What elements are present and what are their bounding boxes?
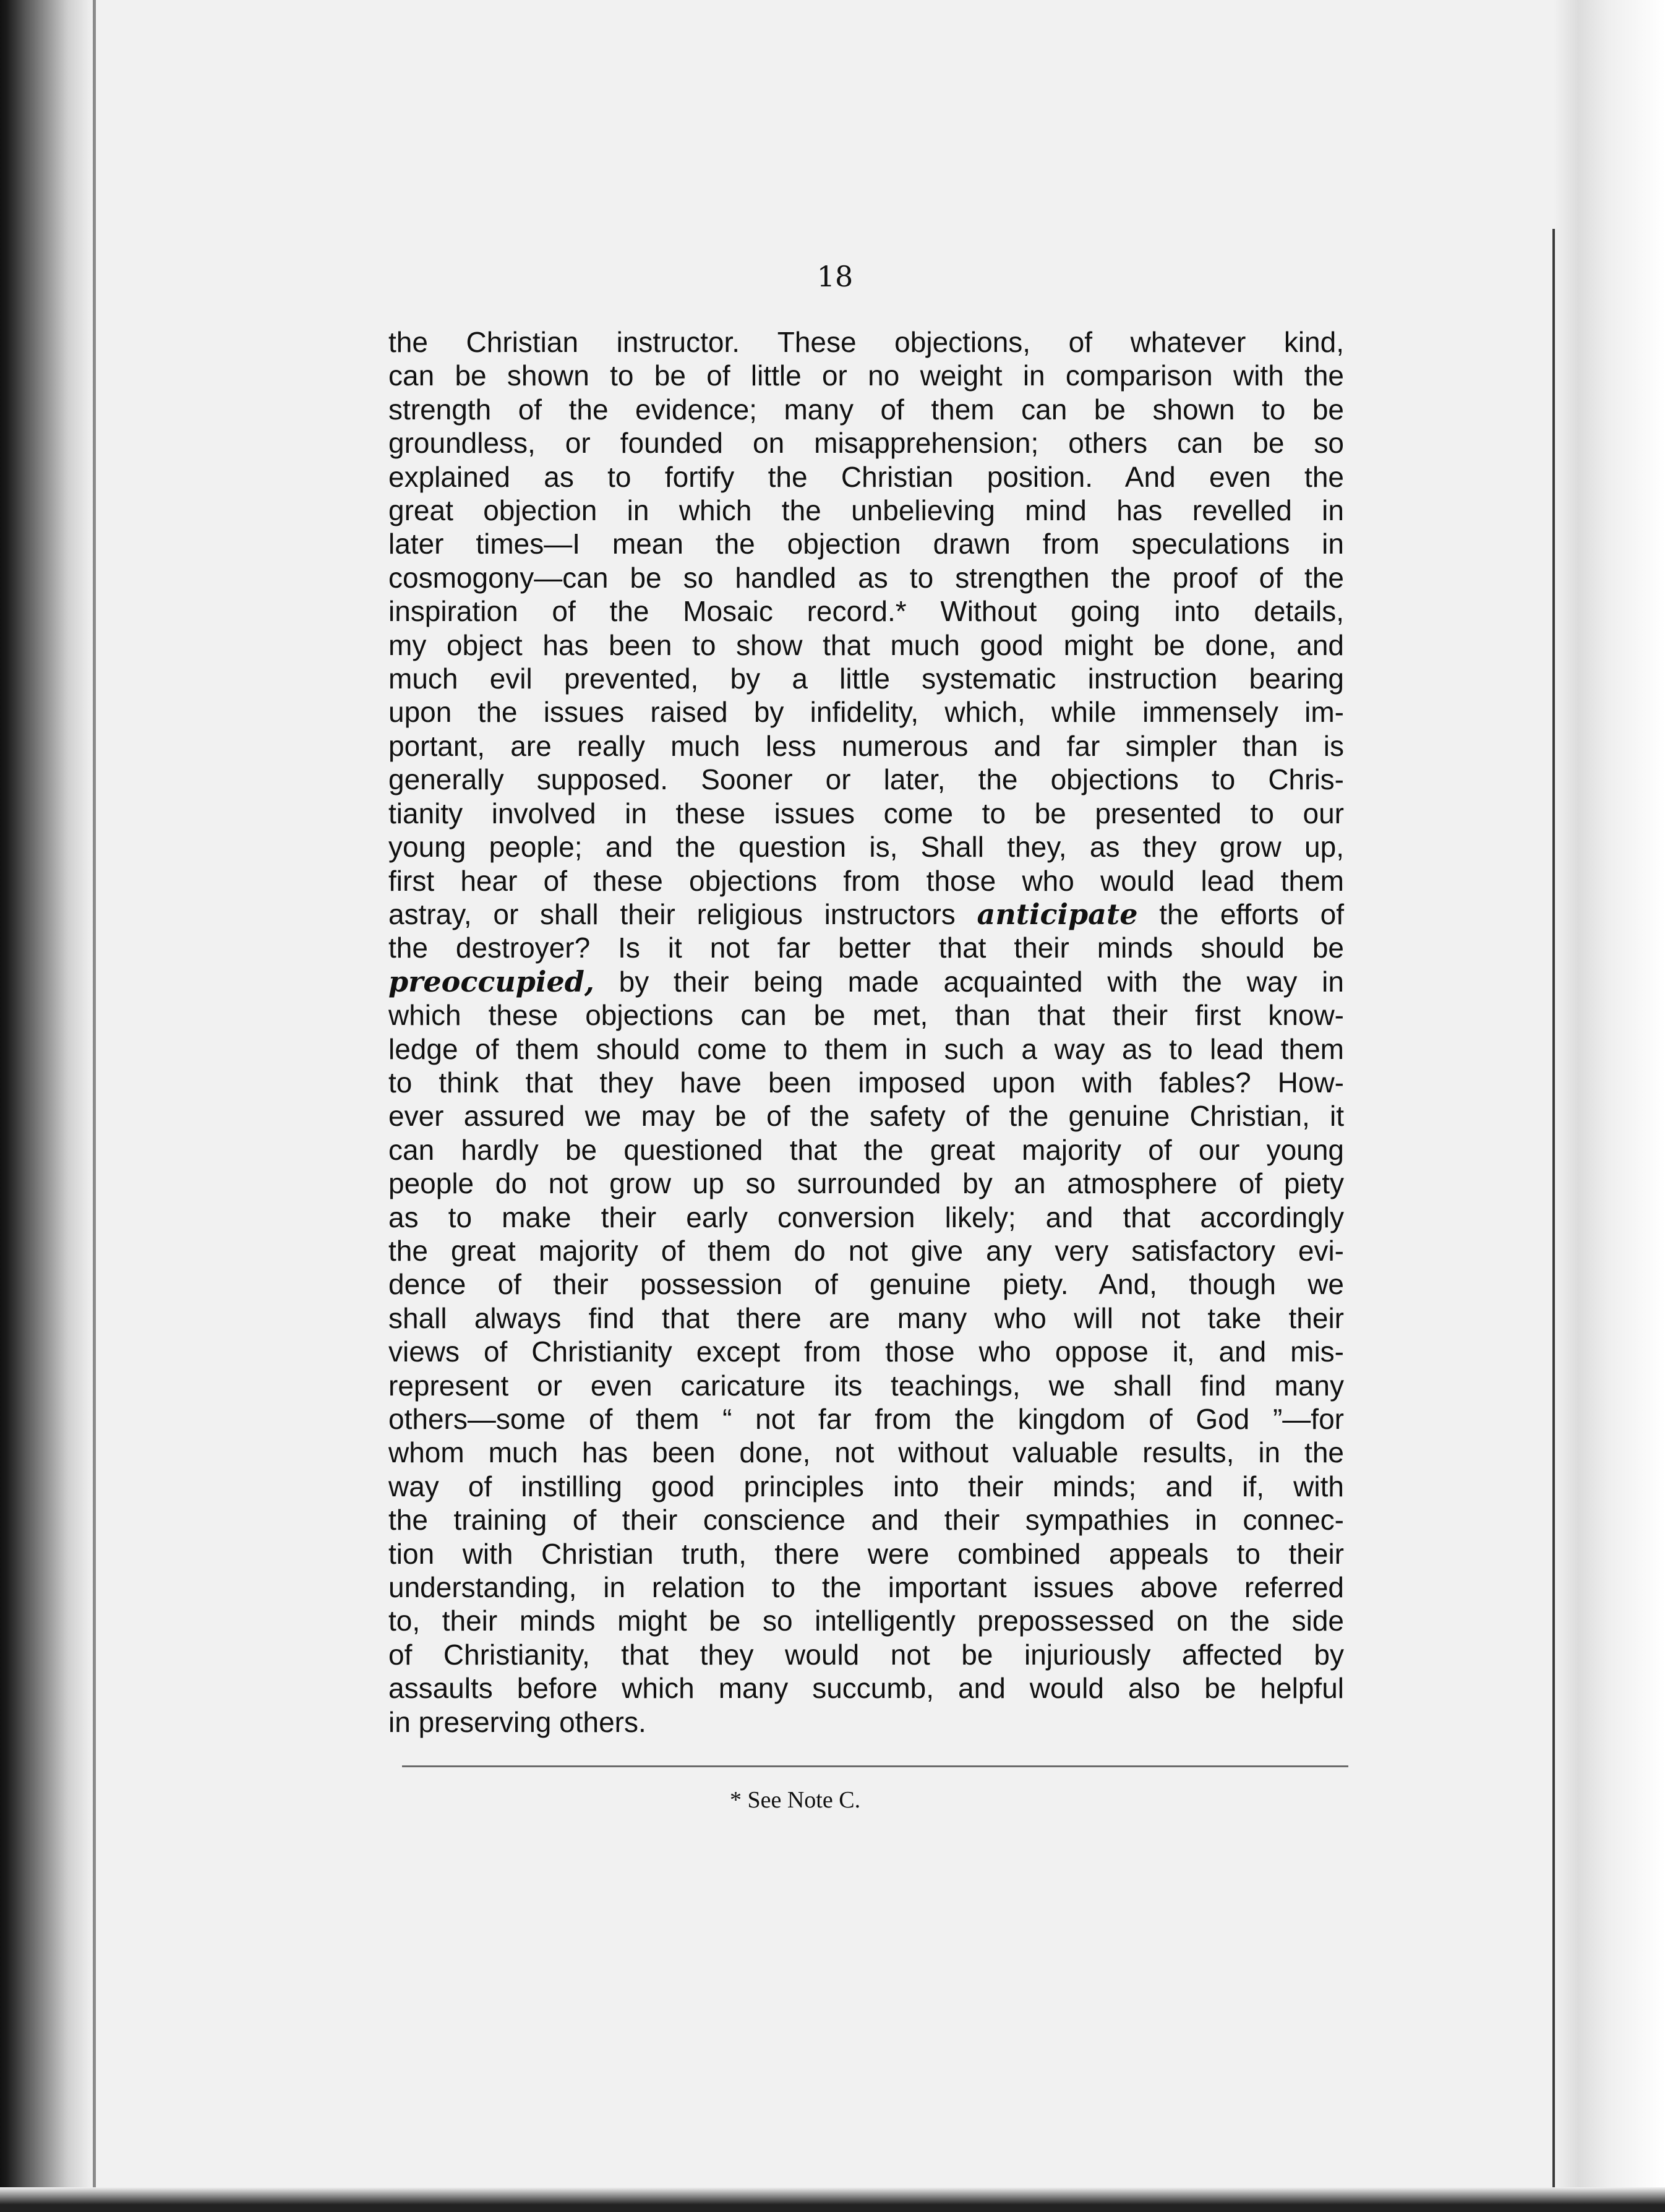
text-line: way of instilling good principles into their minds; and if, with: [388, 1470, 1344, 1503]
text-line: later times—I mean the objection drawn from speculations in: [388, 528, 1344, 560]
body-text: [388, 325, 1344, 1739]
text-line: cosmogony—can be so handled as to strengthen the proof of the: [388, 561, 1344, 594]
text-line: ledge of them should come to them in such a way as to lead them: [388, 1032, 1344, 1065]
text-line: generally supposed. Sooner or later, the objections to Chris-: [388, 763, 1344, 796]
text-segment: the efforts of: [1137, 898, 1345, 930]
emphasis-preoccupied: preoccupied,: [388, 964, 594, 998]
left-binding-edge: [0, 0, 93, 2212]
text-line: people do not grow up so surrounded by an atmosphere of piety: [388, 1167, 1344, 1200]
text-line: dence of their possession of genuine piety. And, though we: [388, 1268, 1344, 1301]
text-line: tion with Christian truth, there were combined appeals to their: [388, 1537, 1344, 1570]
text-line: views of Christianity except from those who oppose it, and mis-: [388, 1335, 1344, 1368]
left-binding-line: [93, 0, 96, 2212]
text-line: understanding, in relation to the important issues above referred: [388, 1571, 1344, 1604]
footnote-rule: [402, 1765, 1348, 1767]
text-segment: astray, or shall their religious instructors: [388, 898, 956, 930]
text-line: can be shown to be of little or no weight in comparison with the: [388, 359, 1344, 392]
text-line: explained as to fortify the Christian position. And even the: [388, 460, 1344, 493]
text-line-with-emphasis: [388, 965, 1344, 998]
text-line: portant, are really much less numerous and far simpler than is: [388, 729, 1344, 762]
text-line: which these objections can be met, than that their first know-: [388, 999, 1344, 1032]
right-binding-edge: [1554, 0, 1665, 2212]
text-line: assaults before which many succumb, and would also be helpful: [388, 1672, 1344, 1705]
text-line: in preserving others.: [388, 1705, 646, 1738]
text-line: groundless, or founded on misapprehension; others can be so: [388, 427, 1344, 460]
text-line: others—some of them “ not far from the kingdom of God ”—for: [388, 1403, 1344, 1435]
text-line: the destroyer? Is it not far better that their minds should be: [388, 932, 1344, 964]
text-line: strength of the evidence; many of them can be shown to be: [388, 393, 1344, 426]
text-line: to think that they have been imposed upon with fables? How-: [388, 1066, 1344, 1099]
text-line: upon the issues raised by infidelity, which, while immensely im-: [388, 696, 1344, 729]
text-line: represent or even caricature its teachings, we shall find many: [388, 1369, 1344, 1402]
text-line: tianity involved in these issues come to be presented to our: [388, 797, 1344, 830]
page-number: 18: [816, 260, 854, 293]
bottom-edge: [0, 2187, 1665, 2212]
emphasis-anticipate: anticipate: [977, 897, 1138, 931]
footnote: * See Note C.: [730, 1787, 861, 1813]
text-line: shall always find that there are many who will not take their: [388, 1301, 1344, 1334]
text-line: inspiration of the Mosaic record.* Without going into details,: [388, 595, 1344, 628]
text-line-with-emphasis: [388, 898, 1344, 931]
text-line: the training of their conscience and their sympathies in connec-: [388, 1504, 1344, 1537]
text-line: as to make their early conversion likely; and that accordingly: [388, 1201, 1344, 1233]
text-line: to, their minds might be so intelligently prepossessed on the side: [388, 1605, 1344, 1637]
text-line: my object has been to show that much good might be done, and: [388, 628, 1344, 661]
text-segment: by their being made acquainted with the way in: [594, 965, 1344, 998]
text-line: of Christianity, that they would not be injuriously affected by: [388, 1638, 1344, 1671]
text-line: the great majority of them do not give any very satisfactory evi-: [388, 1234, 1344, 1267]
right-binding-line: [1552, 229, 1555, 2212]
text-line: ever assured we may be of the safety of the genuine Christian, it: [388, 1100, 1344, 1133]
text-line: much evil prevented, by a little systematic instruction bearing: [388, 662, 1344, 695]
text-line: young people; and the question is, Shall they, as they grow up,: [388, 831, 1344, 864]
text-line: great objection in which the unbelieving mind has revelled in: [388, 494, 1344, 527]
text-line: whom much has been done, not without valuable results, in the: [388, 1436, 1344, 1469]
text-line: can hardly be questioned that the great majority of our young: [388, 1133, 1344, 1166]
text-line: first hear of these objections from those who would lead them: [388, 864, 1344, 897]
text-line: the Christian instructor. These objections, of whatever kind,: [388, 326, 1344, 358]
